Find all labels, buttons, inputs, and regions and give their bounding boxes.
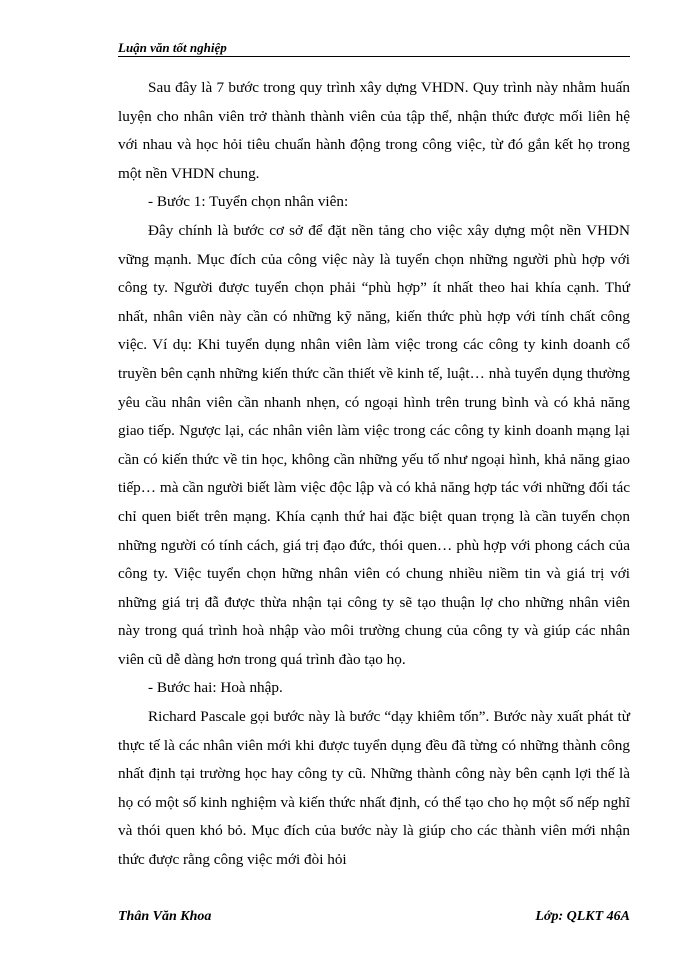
page-header (118, 42, 630, 57)
paragraph-step2-body: Richard Pascale gọi bước này là bước “dạy khiêm tốn”. Bước này xuất phát từ thực tế là các nhân viên mới khi được tuyển dụng đều đã từng có những thành công nhất định tại trường học hay công ty cũ. Những thành công này bên cạnh lợi thế là họ có một số kinh nghiệm và kiến thức nhất định, có thể tạo cho họ một số nếp nghĩ và thói quen khó bỏ. Mục đích của bước này là giúp cho các thành viên mới nhận thức được rằng công việc mới đòi hỏi (118, 708, 630, 869)
paragraph-step2-heading: - Bước hai: Hoà nhập. (148, 679, 283, 697)
paragraph-step1-body: Đây chính là bước cơ sở để đặt nền tảng cho việc xây dựng một nền VHDN vững mạnh. Mục đích của công việc này là tuyển chọn những người phù hợp với công ty. Người được tuyển chọn phải “phù hợp” ít nhất theo hai khía cạnh. Thứ nhất, nhân viên này cần có những kỹ năng, kiến thức phù hợp với tính chất công việc. Ví dụ: Khi tuyển dụng nhân viên làm việc trong các công ty kinh doanh cổ truyền bên cạnh những kiến thức cần thiết về kinh tế, luật… nhà tuyển dụng thường yêu cầu nhân viên cần nhanh nhẹn, có ngoại hình trên trung bình và có khả năng giao tiếp. Ngược lại, các nhân viên làm việc trong các công ty kinh doanh mạng lại cần có kiến thức về tin học, không cần những yếu tố như ngoại hình, khả năng giao tiếp… mà cần người biết làm việc độc lập và có khả năng hợp tác với những đối tác chỉ quen biết trên mạng. Khía cạnh thứ hai đặc biệt quan trọng là cần tuyển chọn những người có tính cách, giá trị đạo đức, thói quen… phù hợp với phong cách của công ty. Việc tuyển chọn hững nhân viên có chung nhiều niềm tin và giá trị với những giá trị đẫ được thừa nhận tại công ty sẽ tạo thuận lợ cho những nhân viên này trong quá trình hoà nhập vào môi trường chung của công ty và giúp các nhân viên cũ dễ dàng hơn trong quá trình đào tạo họ. (118, 221, 630, 668)
body-text (118, 74, 630, 875)
paragraph-step1-heading: - Bước 1: Tuyển chọn nhân viên: (148, 193, 349, 211)
footer-class: Lớp: QLKT 46A (535, 909, 630, 924)
header-title: Luận văn tốt nghiệp (118, 40, 227, 55)
footer-author: Thân Văn Khoa (118, 909, 212, 924)
paragraph-intro: Sau đây là 7 bước trong quy trình xây dựng VHDN. Quy trình này nhằm huấn luyện cho nhân viên trở thành thành viên của tập thể, nhận thức được mối liên hệ với nhau và học hỏi tiêu chuẩn hành động trong công việc, từ đó gắn kết họ trong một nền VHDN chung. (118, 79, 630, 182)
